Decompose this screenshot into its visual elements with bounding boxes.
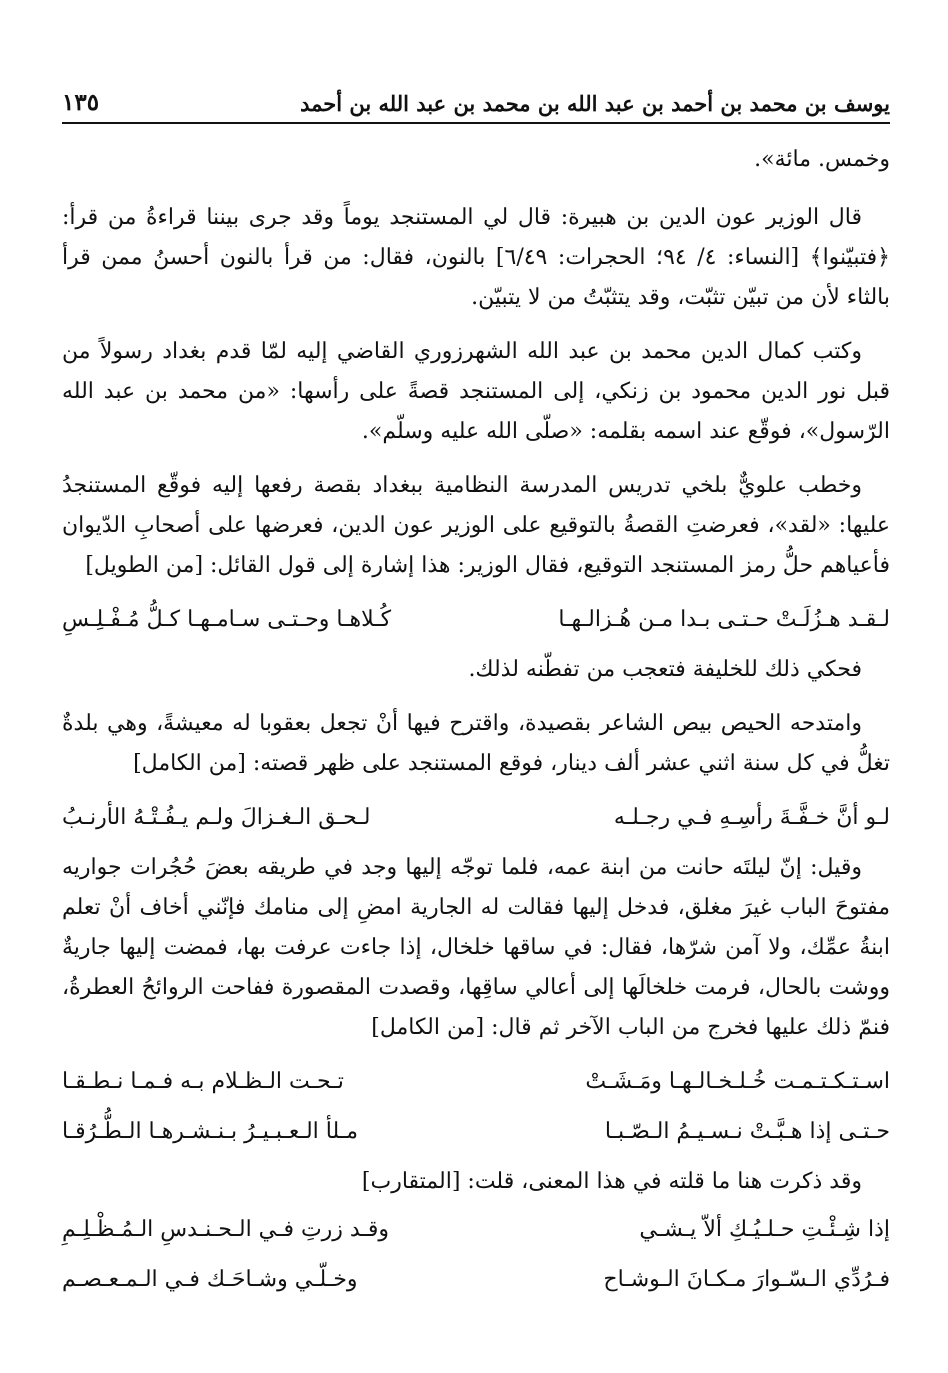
verse-second-hemistich: وقـد زرتِ فـي الـحـنـدسِ الـمُـظْـلِـمِ: [62, 1217, 390, 1242]
paragraph-1: قال الوزير عون الدين بن هبيرة: قال لي المستنجد يوماً وقد جرى بيننا قراءةُ من قرأ: ﴿فتبيّنوا﴾ [النساء: ٤/ ٩٤؛ الحجرات: ٦/٤٩] بالنون، فقال: من قرأ بالنون أحسنُ ممن قرأ بالثاء لأن من تبيّن تثبّت، وقد يتثبّتُ من لا يتبيّن.: [62, 205, 891, 310]
paragraph-7: وقد ذكرت هنا ما قلته في هذا المعنى، قلت: [المتقارب]: [361, 1169, 862, 1194]
verse-second-hemistich: كُـلاهـا وحـتـى سـامـهـا كـلُّ مُـفْـلِـسِ: [62, 607, 392, 632]
verse-first-hemistich: إذا شِـئْـتِ حـلـيُـكِ ألاّ يـشـي: [639, 1217, 890, 1242]
running-title: يوسف بن محمد بن أحمد بن عبد الله بن محمد بن عبد الله بن أحمد: [300, 91, 890, 116]
verse-second-hemistich: لـحـق الـغـزالَ ولـم يـفُـتْـهُ الأرنـبُ: [62, 805, 371, 830]
paragraph-5: وامتدحه الحيص بيص الشاعر بقصيدة، واقترح فيها أنْ تجعل بعقوبا له معيشةً، وهي بلدةٌ تغلُّ في كل سنة اثني عشر ألف دينار، فوقع المستنجد على ظهر قصته: [من الكامل]: [62, 711, 890, 776]
verse-first-hemistich: فـرُدِّي الـسّـوارَ مـكـانَ الـوشـاح: [603, 1267, 890, 1292]
verse-line-4: [62, 1112, 890, 1152]
paragraph-0: وخمس. مائة».: [754, 147, 890, 172]
verse-line-3: [62, 1062, 890, 1102]
page-number: ١٣٥: [62, 89, 100, 116]
verse-second-hemistich: تـحـت الـظـلام بـه فـمـا نـطـقـا: [62, 1069, 344, 1094]
paragraph-4: فحكي ذلك للخليفة فتعجب من تفطّنه لذلك.: [468, 657, 862, 682]
verse-second-hemistich: وخـلّـي وشـاحَـك فـي الـمـعـصـم: [62, 1267, 358, 1292]
verse-line-2: [62, 798, 890, 838]
page-header: [62, 72, 890, 124]
paragraph-2: وكتب كمال الدين محمد بن عبد الله الشهرزوري القاضي إليه لمّا قدم بغداد رسولاً من قبل نور الدين محمود بن زنكي، إلى المستنجد قصةً على رأسها: «من محمد بن عبد الله الرّسول»، فوقّع عند اسمه بقلمه: «صلّى الله عليه وسلّم».: [62, 339, 890, 444]
verse-first-hemistich: اسـتـكـتـمـت خُـلـخـالـهـا ومَـشَـتْ: [585, 1069, 890, 1094]
paragraph-6: وقيل: إنّ ليلتَه حانت من ابنة عمه، فلما توجّه إليها وجد في طريقه بعضَ حُجُرات جواريه مفتوحَ الباب غيرَ مغلق، فدخل إليها فقالت له الجارية امضِ إلى منامك فإنّني أخاف أنْ تعلم ابنةُ عمِّك، ولا آمن شرّها، فقال: في ساقها خلخال، إذا جاءت عرفت بها، فمضت إليها جاريةٌ ووشت بالحال، فرمت خلخالَها إلى أعالي ساقِها، وقصدت المقصورة ففاحت الروائحُ العطرةُ، فنمّ ذلك عليها فخرج من الباب الآخر ثم قال: [من الكامل]: [62, 855, 890, 1040]
paragraph-3: وخطب علويٌّ بلخي تدريس المدرسة النظامية ببغداد بقصة رفعها إليه فوقّع المستنجدُ عليها: «لقد»، فعرضتِ القصةُ بالتوقيع على الوزير عون الدين، فعرضها على أصحابِ الدّيوان فأعياهم حلُّ رمز المستنجد التوقيع، فقال الوزير: هذا إشارة إلى قول القائل: [من الطويل]: [62, 473, 890, 578]
verse-first-hemistich: لـقـد هـزُلَـتْ حـتـى بـدا مـن هُـزالـهـا: [558, 607, 890, 632]
verse-second-hemistich: مـلأ الـعـبـيـرُ بـنـشـرهـا الـطُّـرُقـا: [62, 1119, 358, 1144]
verse-line-5: [62, 1210, 890, 1250]
verse-first-hemistich: لـو أنَّ خـفَّـةَ رأسِـهِ فـي رجـلـه: [613, 805, 890, 830]
verse-line-1: [62, 600, 890, 640]
verse-line-6: [62, 1260, 890, 1300]
page-body: [62, 140, 890, 1310]
verse-first-hemistich: حـتـى إذا هـبَّـتْ نـسـيـمُ الـصّـبـا: [604, 1119, 890, 1144]
